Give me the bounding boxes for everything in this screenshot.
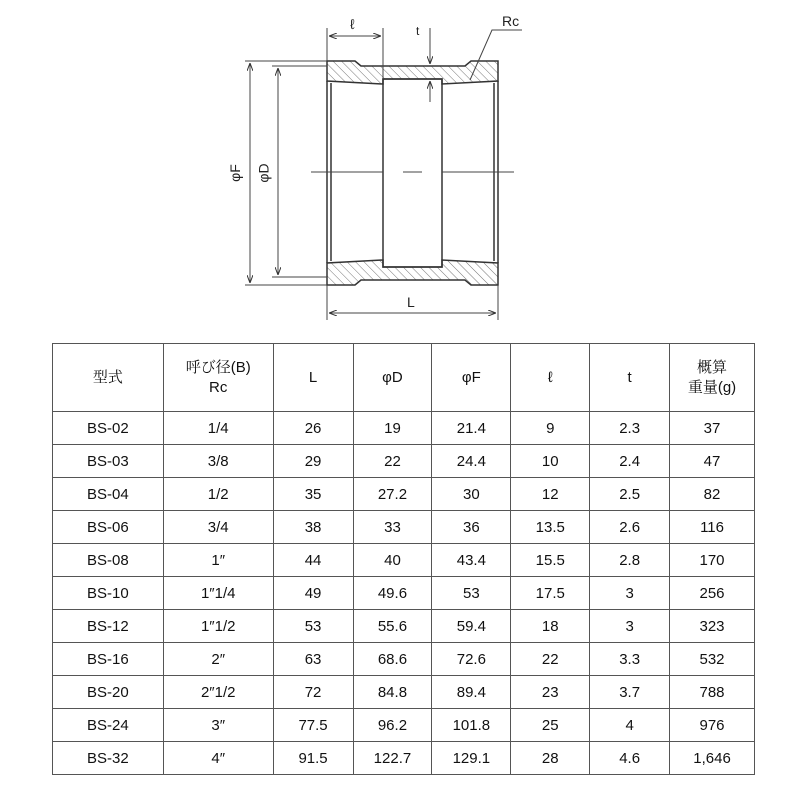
table-cell: 3 [590, 610, 670, 643]
table-cell: 532 [670, 643, 755, 676]
column-header-text: φF [461, 368, 481, 386]
table-cell: BS-20 [53, 676, 164, 709]
table-cell: 37 [670, 412, 755, 445]
table-cell: 17.5 [511, 577, 590, 610]
column-header-text: 概算 [697, 358, 728, 376]
table-cell: 1″1/4 [163, 577, 273, 610]
table-cell: BS-08 [53, 544, 164, 577]
table-cell: 28 [511, 742, 590, 775]
column-header [163, 344, 273, 412]
table-cell: 63 [273, 643, 353, 676]
table-cell: 9 [511, 412, 590, 445]
table-cell: 40 [353, 544, 432, 577]
table-cell: 788 [670, 676, 755, 709]
table-cell: 3/4 [163, 511, 273, 544]
column-header [273, 344, 353, 412]
table-cell: 2.5 [590, 478, 670, 511]
table-cell: 3.7 [590, 676, 670, 709]
table-cell: 2.3 [590, 412, 670, 445]
table-cell: BS-03 [53, 445, 164, 478]
column-header-text: t [627, 368, 632, 386]
table-cell: 59.4 [432, 610, 511, 643]
column-header [511, 344, 590, 412]
table-cell: 96.2 [353, 709, 432, 742]
column-header-text: L [308, 368, 318, 386]
table-cell: 170 [670, 544, 755, 577]
table-cell: 4 [590, 709, 670, 742]
table-cell: BS-04 [53, 478, 164, 511]
table-cell: 68.6 [353, 643, 432, 676]
table-cell: 323 [670, 610, 755, 643]
table-cell: 89.4 [432, 676, 511, 709]
table-cell: 23 [511, 676, 590, 709]
table-cell: 72 [273, 676, 353, 709]
table-row [53, 445, 755, 478]
table-row [53, 478, 755, 511]
table-cell: 2.8 [590, 544, 670, 577]
column-header [432, 344, 511, 412]
table-cell: 1″1/2 [163, 610, 273, 643]
dim-label-rc: Rc [502, 13, 520, 29]
table-cell: 84.8 [353, 676, 432, 709]
table-cell: 1″ [163, 544, 273, 577]
table-cell: BS-12 [53, 610, 164, 643]
table-cell: 72.6 [432, 643, 511, 676]
table-cell: 77.5 [273, 709, 353, 742]
table-cell: 256 [670, 577, 755, 610]
column-header [53, 344, 164, 412]
table-row [53, 742, 755, 775]
table-cell: 55.6 [353, 610, 432, 643]
table-cell: 29 [273, 445, 353, 478]
column-header [353, 344, 432, 412]
table-cell: 1,646 [670, 742, 755, 775]
socket-drawing [0, 0, 800, 340]
table-cell: 35 [273, 478, 353, 511]
table-cell: 91.5 [273, 742, 353, 775]
table-row [53, 676, 755, 709]
column-header [590, 344, 670, 412]
table-row [53, 544, 755, 577]
table-cell: 22 [353, 445, 432, 478]
table-cell: 44 [273, 544, 353, 577]
table-cell: BS-24 [53, 709, 164, 742]
table-cell: 49 [273, 577, 353, 610]
table-cell: 4.6 [590, 742, 670, 775]
table-cell: 21.4 [432, 412, 511, 445]
table-row [53, 709, 755, 742]
table-cell: 43.4 [432, 544, 511, 577]
table-cell: 27.2 [353, 478, 432, 511]
table-cell: 26 [273, 412, 353, 445]
table-cell: 25 [511, 709, 590, 742]
table-cell: 2.4 [590, 445, 670, 478]
table-cell: 82 [670, 478, 755, 511]
table-cell: BS-10 [53, 577, 164, 610]
table-cell: 3″ [163, 709, 273, 742]
table-cell: 33 [353, 511, 432, 544]
table-row [53, 610, 755, 643]
table-cell: 38 [273, 511, 353, 544]
table-cell: 3/8 [163, 445, 273, 478]
table-cell: 47 [670, 445, 755, 478]
table-cell: 4″ [163, 742, 273, 775]
table-cell: 1/2 [163, 478, 273, 511]
column-header-text: φD [382, 368, 403, 386]
table-cell: 122.7 [353, 742, 432, 775]
table-cell: 976 [670, 709, 755, 742]
table-cell: 2″ [163, 643, 273, 676]
dim-label-f: φF [226, 164, 243, 182]
table-row [53, 577, 755, 610]
table-row [53, 412, 755, 445]
table-cell: BS-16 [53, 643, 164, 676]
bottom-wall [327, 260, 498, 285]
spec-table [52, 343, 755, 775]
table-cell: 22 [511, 643, 590, 676]
table-cell: 10 [511, 445, 590, 478]
column-header [670, 344, 755, 412]
dim-label-t: t [416, 24, 420, 38]
dim-label-l: ℓ [350, 16, 355, 32]
table-cell: 1/4 [163, 412, 273, 445]
table-cell: 19 [353, 412, 432, 445]
table-cell: 18 [511, 610, 590, 643]
table-cell: BS-06 [53, 511, 164, 544]
table-cell: BS-02 [53, 412, 164, 445]
table-cell: 2″1/2 [163, 676, 273, 709]
table-cell: 2.6 [590, 511, 670, 544]
table-cell: 13.5 [511, 511, 590, 544]
table-cell: 36 [432, 511, 511, 544]
column-header-text: 重量(g) [687, 378, 737, 396]
table-cell: 15.5 [511, 544, 590, 577]
table-cell: 49.6 [353, 577, 432, 610]
table-cell: 116 [670, 511, 755, 544]
table-row [53, 511, 755, 544]
top-wall [327, 61, 498, 84]
dim-label-d: φD [255, 163, 272, 183]
column-header-text: 型式 [92, 368, 123, 386]
table-row [53, 643, 755, 676]
table-cell: 53 [432, 577, 511, 610]
column-header-text: ℓ [547, 368, 553, 386]
table-cell: 30 [432, 478, 511, 511]
dim-label-L: L [407, 294, 415, 310]
table-cell: 24.4 [432, 445, 511, 478]
table-cell: BS-32 [53, 742, 164, 775]
table-cell: 3.3 [590, 643, 670, 676]
table-cell: 53 [273, 610, 353, 643]
column-header-text: 呼び径(B) [185, 358, 251, 376]
table-cell: 129.1 [432, 742, 511, 775]
table-cell: 101.8 [432, 709, 511, 742]
table-cell: 12 [511, 478, 590, 511]
table-cell: 3 [590, 577, 670, 610]
column-header-text: Rc [209, 378, 228, 396]
